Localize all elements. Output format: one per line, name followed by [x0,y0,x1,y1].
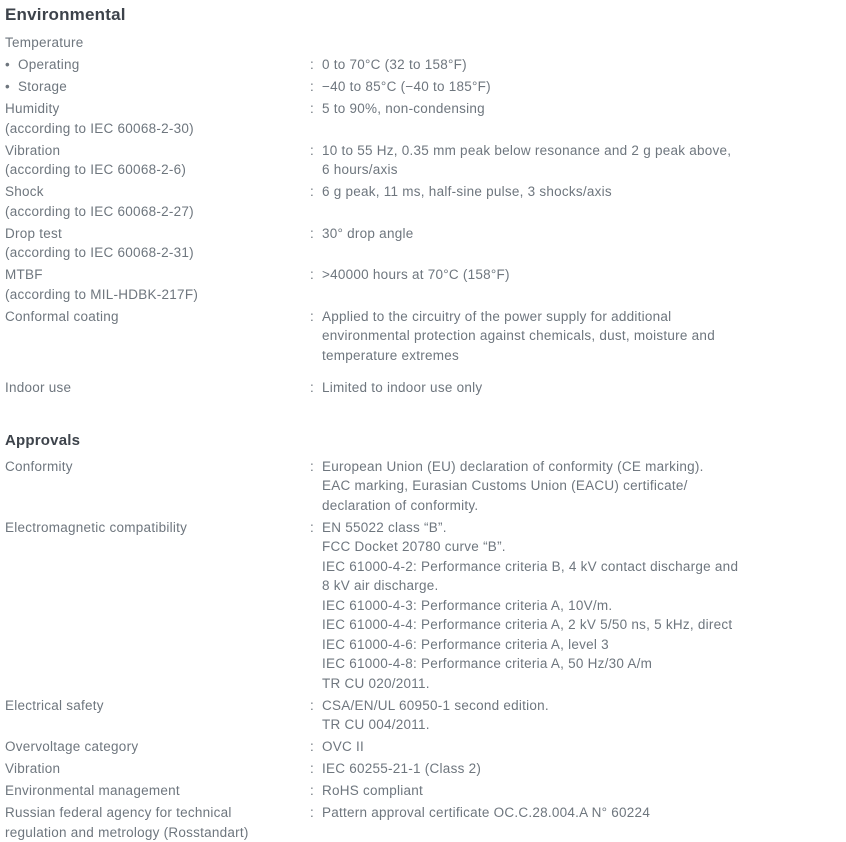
colon-separator: : [310,265,322,285]
spec-value-line: 10 to 55 Hz, 0.35 mm peak below resonance and 2 g peak above, [322,141,844,161]
bullet-icon: • [5,77,18,97]
section-title-approvals: Approvals [5,431,846,450]
spec-row-overvoltage-category [5,737,846,757]
spec-row-conformity [5,457,846,516]
colon-separator: : [310,378,322,398]
spec-value-line: 6 hours/axis [322,160,844,180]
spec-value-line: IEC 61000-4-2: Performance criteria B, 4 kV contact discharge and [322,557,844,577]
spec-value-line: Pattern approval certificate OC.C.28.004.A N° 60224 [322,803,844,823]
spec-value-line: RoHS compliant [322,781,844,801]
spec-value-line: IEC 61000-4-8: Performance criteria A, 50 Hz/30 A/m [322,654,844,674]
spec-label-line: Overvoltage category [5,737,310,757]
spec-label-line: Electromagnetic compatibility [5,518,310,538]
spec-value [322,759,846,779]
spec-row-electromagnetic-compatibility [5,518,846,694]
spec-row-rosstandart [5,803,846,842]
spec-value-line: European Union (EU) declaration of conformity (CE marking). [322,457,844,477]
spec-label-line: Russian federal agency for technical [5,803,310,823]
spec-label-note: (according to IEC 60068-2-31) [5,243,310,263]
spec-label-line: Electrical safety [5,696,310,716]
spec-value-line: temperature extremes [322,346,844,366]
spec-row-humidity [5,99,846,138]
spec-label [5,518,310,538]
section-environmental [5,4,846,398]
spec-label-line [5,55,310,75]
spec-label-line: Conformity [5,457,310,477]
spec-value-line: Limited to indoor use only [322,378,844,398]
spec-label [5,265,310,304]
spec-label-line: regulation and metrology (Rosstandart) [5,823,310,842]
spec-value-line: IEC 61000-4-4: Performance criteria A, 2 kV 5/50 ns, 5 kHz, direct [322,615,844,635]
spec-label [5,781,310,801]
section-approvals [5,431,846,842]
spec-row-operating [5,55,846,75]
section-title-environmental: Environmental [5,4,846,25]
spec-label-line [5,77,310,97]
spec-value-line: EAC marking, Eurasian Customs Union (EACU) certificate/ [322,476,844,496]
colon-separator: : [310,696,322,716]
spec-value-line: TR CU 004/2011. [322,715,844,735]
spec-label [5,759,310,779]
spec-label [5,77,310,97]
spec-value-line: 0 to 70°C (32 to 158°F) [322,55,844,75]
spec-row-conformal-coating [5,307,846,366]
spec-value-line: EN 55022 class “B”. [322,518,844,538]
spec-label-line: MTBF [5,265,310,285]
spec-value-line: Applied to the circuitry of the power supply for additional [322,307,844,327]
spec-label [5,55,310,75]
spec-value-line: declaration of conformity. [322,496,844,516]
spec-value [322,99,846,119]
spec-value-line: environmental protection against chemicals, dust, moisture and [322,326,844,346]
spec-value-line: 5 to 90%, non-condensing [322,99,844,119]
spec-value [322,77,846,97]
spec-row-vibration [5,141,846,180]
spec-value-line: >40000 hours at 70°C (158°F) [322,265,844,285]
colon-separator: : [310,55,322,75]
spec-value [322,307,846,366]
spec-label [5,182,310,221]
spec-row-temperature [5,33,846,53]
colon-separator: : [310,781,322,801]
spec-label [5,696,310,716]
spec-label [5,457,310,477]
spec-label-line: Drop test [5,224,310,244]
spec-row-electrical-safety [5,696,846,735]
spec-value-line: 30° drop angle [322,224,844,244]
spec-label-line: Shock [5,182,310,202]
spec-label [5,803,310,842]
spec-label-note: (according to MIL-HDBK-217F) [5,285,310,305]
colon-separator: : [310,77,322,97]
spec-label-line: Vibration [5,759,310,779]
spec-value [322,265,846,285]
colon-separator: : [310,224,322,244]
spec-value [322,518,846,694]
spec-label-note: (according to IEC 60068-2-30) [5,119,310,139]
spec-label-line: Indoor use [5,378,310,398]
spec-label-line: Conformal coating [5,307,310,327]
colon-separator: : [310,759,322,779]
spec-row-environmental-management [5,781,846,801]
spec-label [5,378,310,398]
spec-label-text: Storage [18,79,67,94]
spec-value [322,141,846,180]
spec-label-line: Vibration [5,141,310,161]
spec-value-line: IEC 61000-4-3: Performance criteria A, 10V/m. [322,596,844,616]
spec-label-line: Humidity [5,99,310,119]
spec-value [322,696,846,735]
spec-row-mtbf [5,265,846,304]
spec-row-drop-test [5,224,846,263]
spec-value-line: 6 g peak, 11 ms, half-sine pulse, 3 shocks/axis [322,182,844,202]
spec-value-line: 8 kV air discharge. [322,576,844,596]
spec-label [5,141,310,180]
colon-separator: : [310,182,322,202]
spec-label [5,224,310,263]
spec-value [322,182,846,202]
colon-separator: : [310,141,322,161]
bullet-icon: • [5,55,18,75]
spec-value [322,781,846,801]
spec-label [5,99,310,138]
spec-label-line: Environmental management [5,781,310,801]
spec-label [5,737,310,757]
spec-value-line: TR CU 020/2011. [322,674,844,694]
spec-value [322,803,846,823]
spec-label-note: (according to IEC 60068-2-27) [5,202,310,222]
spec-value [322,378,846,398]
spec-label-line: Temperature [5,33,310,53]
spec-value-line: CSA/EN/UL 60950-1 second edition. [322,696,844,716]
spec-row-indoor-use [5,378,846,398]
spec-value-line: IEC 61000-4-6: Performance criteria A, level 3 [322,635,844,655]
spec-value [322,55,846,75]
colon-separator: : [310,803,322,823]
colon-separator: : [310,518,322,538]
spec-value [322,457,846,516]
spec-row-storage [5,77,846,97]
spec-value-line: OVC II [322,737,844,757]
spec-row-vibration-approval [5,759,846,779]
spec-value-line: IEC 60255-21-1 (Class 2) [322,759,844,779]
spec-label-note: (according to IEC 60068-2-6) [5,160,310,180]
spec-label-text: Operating [18,57,80,72]
spec-value [322,224,846,244]
spec-value [322,737,846,757]
colon-separator: : [310,99,322,119]
spec-value-line: −40 to 85°C (−40 to 185°F) [322,77,844,97]
spec-row-shock [5,182,846,221]
spec-label [5,307,310,327]
spec-value-line: FCC Docket 20780 curve “B”. [322,537,844,557]
colon-separator: : [310,457,322,477]
colon-separator: : [310,307,322,327]
spec-label [5,33,310,53]
colon-separator: : [310,737,322,757]
